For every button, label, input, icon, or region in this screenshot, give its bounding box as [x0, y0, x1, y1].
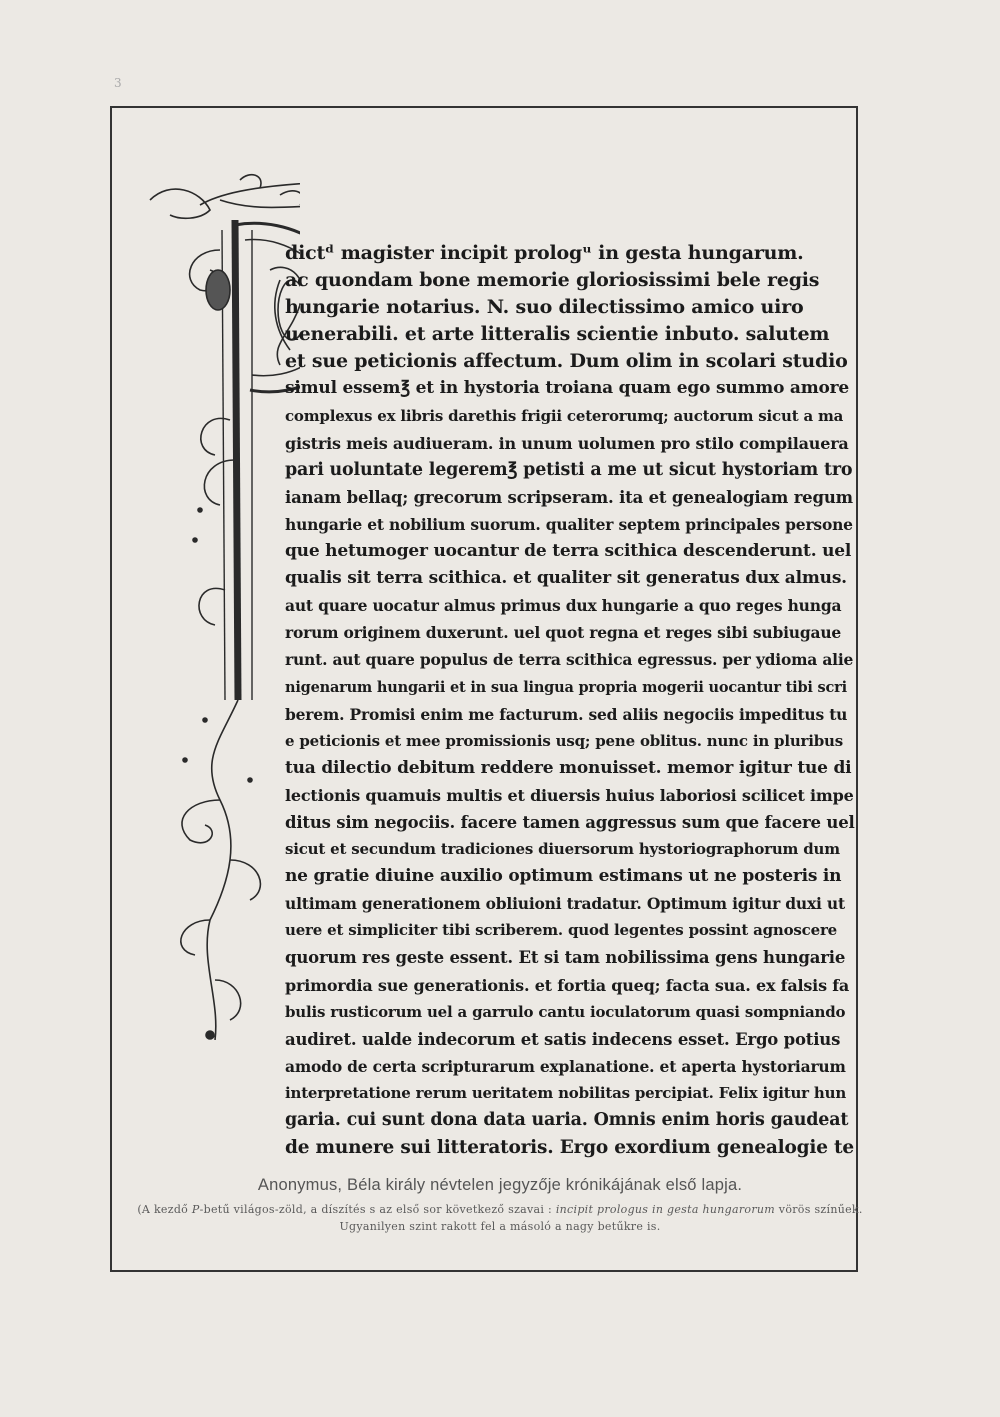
manuscript-line: ditus sim negociis. facere tamen aggressus sum que facere uel — [285, 812, 855, 832]
manuscript-line: quorum res geste essent. Et si tam nobilissima gens hungarie — [285, 948, 846, 968]
manuscript-line: ianam bellaq; grecorum scripseram. ita et genealogiam regum — [285, 487, 853, 507]
manuscript-line: complexus ex libris darethis frigii ceterorumq; auctorum sicut a ma — [285, 406, 844, 425]
manuscript-line: simul essem℥ et in hystoria troiana quam ego summo amore — [285, 378, 850, 399]
caption-note-mid: -betű világos-zöld, a díszítés s az első sor következő szavai : — [199, 1203, 556, 1216]
manuscript-line: amodo de certa scripturarum explanatione. et aperta hystoriarum — [285, 1056, 846, 1076]
plate-caption — [130, 1176, 870, 1235]
manuscript-line: garia. cui sunt dona data uaria. Omnis enim horis gaudeat — [285, 1110, 849, 1130]
manuscript-line: et sue peticionis affectum. Dum olim in scolari studio — [285, 350, 848, 373]
manuscript-line: aut quare uocatur almus primus dux hungarie a quo reges hunga — [285, 596, 842, 616]
manuscript-line: tua dilectio debitum reddere monuisset. memor igitur tue di — [285, 757, 852, 778]
decorated-initial-p-icon — [140, 160, 300, 1040]
manuscript-line: berem. Promisi enim me facturum. sed aliis negociis impeditus tu — [285, 704, 848, 724]
manuscript-line: audiret. ualde indecorum et satis indecens esset. Ergo potius — [285, 1029, 841, 1049]
manuscript-line: e peticionis et mee promissionis usq; pene oblitus. nunc in pluribus — [285, 731, 843, 750]
manuscript-line: ac quondam bone memorie gloriosissimi bele regis — [285, 269, 820, 292]
caption-note-p: P — [191, 1203, 200, 1216]
manuscript-line: nigenarum hungarii et in sua lingua propria mogerii uocantur tibi scri — [285, 678, 847, 696]
page-corner-mark: 3 — [114, 76, 122, 90]
caption-note-prefix: (A kezdő — [137, 1203, 192, 1216]
manuscript-page — [140, 160, 860, 1160]
manuscript-line: ultimam generationem obliuioni tradatur. Optimum igitur duxi ut — [285, 894, 845, 914]
manuscript-line: sicut et secundum tradiciones diuersorum hystoriographorum dum — [285, 840, 840, 859]
manuscript-line: bulis rusticorum uel a garrulo cantu ioculatorum quasi sompniando — [285, 1002, 846, 1021]
manuscript-line: lectionis quamuis multis et diuersis huius laboriosi scilicet impe — [285, 785, 854, 805]
manuscript-line: primordia sue generationis. et fortia queq; facta sua. ex falsis fa — [285, 975, 850, 995]
caption-note-italic: incipit prologus in gesta hungarorum — [555, 1203, 776, 1216]
manuscript-line: uenerabili. et arte litteralis scientie inbuto. salutem — [285, 323, 830, 346]
manuscript-line: que hetumoger uocantur de terra scithica descenderunt. uel — [285, 541, 852, 562]
caption-title: Anonymus, Béla király névtelen jegyzője krónikájának első lapja. — [257, 1176, 743, 1194]
manuscript-line: de munere sui litteratoris. Ergo exordium genealogie te — [285, 1137, 854, 1159]
manuscript-line: qualis sit terra scithica. et qualiter sit generatus dux almus. — [285, 568, 847, 589]
manuscript-line: rorum originem duxerunt. uel quot regna et reges sibi subiugaue — [285, 623, 842, 643]
manuscript-line: pari uoluntate legerem℥ petisti a me ut sicut hystoriam tro — [285, 459, 853, 480]
caption-note — [130, 1201, 870, 1235]
manuscript-line: runt. aut quare populus de terra scithica egressus. per ydioma alie — [285, 650, 854, 670]
manuscript-line: ne gratie diuine auxilio optimum estimans ut ne posteris in — [285, 866, 842, 887]
manuscript-text — [285, 240, 855, 1161]
manuscript-line: dictᵈ magister incipit prologᵘ in gesta hungarum. — [285, 242, 804, 264]
manuscript-line: hungarie notarius. N. suo dilectissimo amico uiro — [285, 296, 804, 319]
manuscript-line: uere et simpliciter tibi scriberem. quod legentes possint agnoscere — [285, 921, 838, 940]
manuscript-line: hungarie et nobilium suorum. qualiter septem principales persone — [285, 514, 853, 534]
manuscript-line: interpretatione rerum ueritatem nobilitas percipiat. Felix igitur hun — [285, 1083, 847, 1102]
caption-note-suffix: vörös színűek. Ugyanilyen szint rakott fel a másoló a nagy betűkre is. — [339, 1203, 863, 1233]
manuscript-line: gistris meis audiueram. in unum uolumen pro stilo compilauera — [285, 433, 849, 453]
